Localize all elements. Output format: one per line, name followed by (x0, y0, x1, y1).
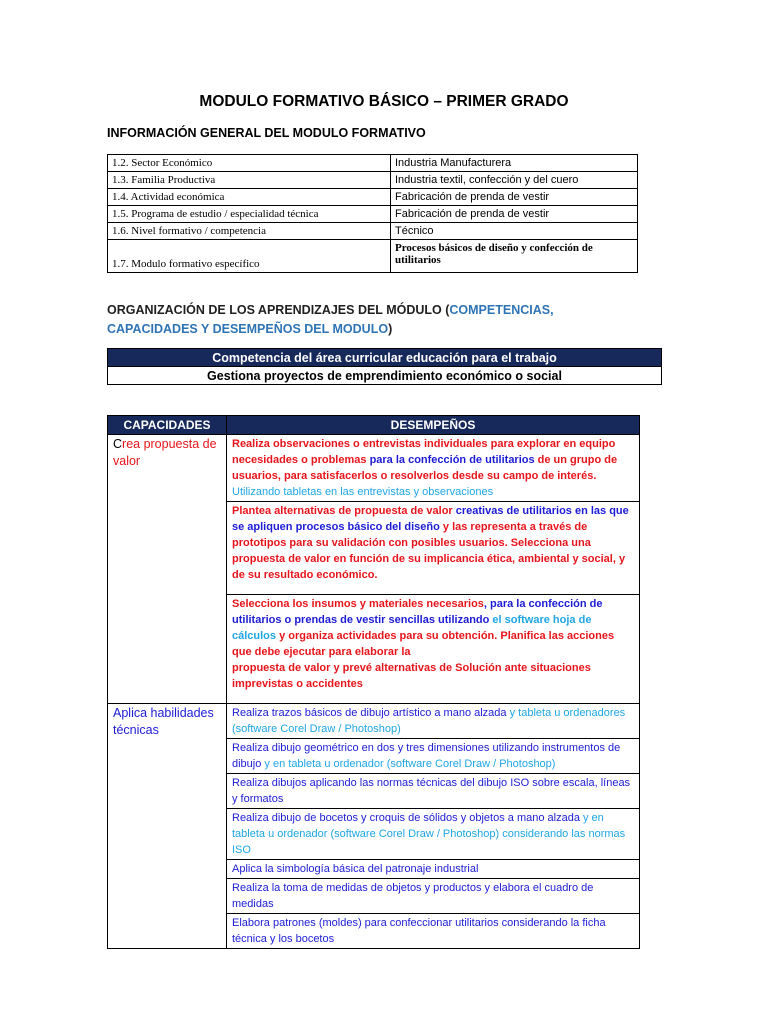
info-row (108, 240, 638, 273)
desempeno-text: Selecciona los insumos y materiales necesarios (232, 598, 484, 610)
capacidades-table (107, 415, 640, 949)
header-desempenos: DESEMPEÑOS (227, 416, 640, 435)
capacidad-cell (108, 704, 227, 949)
info-label: 1.4. Actividad económica (108, 189, 391, 206)
desempeno-text: y en tableta u ordenador (software Corel Draw / Photoshop) (261, 758, 556, 770)
desempeno-cell (227, 595, 640, 704)
cap2-text: Aplica habilidades técnicas (113, 706, 214, 737)
desempeno-text: y en tableta u ordenador (software Corel Draw / Photoshop) considerando las normas ISO (232, 812, 626, 856)
desempeno-text: Utilizando tabletas en las entrevistas y observaciones (232, 486, 494, 498)
info-row (108, 155, 638, 172)
competencia-table (107, 348, 662, 385)
desempeno-cell (227, 809, 640, 860)
desempeno-cell (227, 879, 640, 914)
cap1-text: rea propuesta de valor (113, 437, 217, 468)
table-row (108, 435, 640, 502)
info-value: Técnico (391, 223, 638, 240)
desempeno-text: propuesta de valor y prevé alternativas de Solución ante situaciones imprevistas o accidentes (232, 662, 591, 690)
desempeno-cell (227, 435, 640, 502)
desempeno-text: Realiza dibujo geométrico en dos y tres dimensiones utilizando instrumentos de dibujo (232, 742, 621, 770)
info-label: 1.7. Modulo formativo específico (108, 240, 391, 273)
desempeno-cell (227, 860, 640, 879)
info-label: 1.6. Nivel formativo / competencia (108, 223, 391, 240)
desempeno-cell (227, 914, 640, 949)
desempeno-text: de un grupo de usuarios, para satisfacerlos o resolverlos desde su campo de interés. (232, 454, 618, 482)
desempeno-text: el software hoja de cálculos (232, 614, 592, 642)
desempeno-cell (227, 739, 640, 774)
page-title: MODULO FORMATIVO BÁSICO – PRIMER GRADO (199, 93, 569, 110)
desempeno-text: y tableta u ordenadores (software Corel Draw / Photoshop) (232, 707, 626, 735)
info-value: Procesos básicos de diseño y confección de utilitarios (391, 240, 638, 273)
header-capacidades: CAPACIDADES (108, 416, 227, 435)
info-row (108, 172, 638, 189)
cap1-initial: C (113, 437, 123, 451)
desempeno-text: Realiza observaciones o entrevistas individuales para explorar en equipo necesidades o problemas (232, 438, 616, 466)
desempeno-text: creativas de utilitarios en las que se apliquen procesos básico del diseño (232, 505, 629, 533)
desempeno-text: Realiza la toma de medidas de objetos y productos y elabora el cuadro de medidas (232, 882, 594, 910)
desempeno-text: Realiza dibujo de bocetos y croquis de sólidos y objetos a mano alzada (232, 812, 580, 824)
capacidad-cell (108, 435, 227, 704)
org-heading-prefix: ORGANIZACIÓN DE LOS APRENDIZAJES DEL MÓDULO ( (107, 303, 450, 317)
desempeno-text: Realiza dibujos aplicando las normas técnicas del dibujo ISO sobre escala, líneas y formatos (232, 777, 631, 805)
info-value: Industria textil, confección y del cuero (391, 172, 638, 189)
table-row (108, 704, 640, 739)
desempeno-cell (227, 704, 640, 739)
info-label: 1.3. Familia Productiva (108, 172, 391, 189)
desempeno-text: , para la confección de utilitarios o prendas de vestir sencillas utilizando (232, 598, 603, 626)
desempeno-text: y las representa a través de prototipos para su validación con posibles usuarios. Selecciona una propuesta de valor en función de su implicancia ética, ambiental y social, y de su resultado económico. (232, 521, 626, 581)
info-value: Fabricación de prenda de vestir (391, 189, 638, 206)
org-heading (107, 301, 627, 339)
competencia-header: Competencia del área curricular educación para el trabajo (108, 349, 662, 367)
info-row (108, 223, 638, 240)
org-heading-suffix: ) (388, 322, 393, 336)
info-row (108, 189, 638, 206)
competencia-value: Gestiona proyectos de emprendimiento económico o social (108, 367, 662, 385)
desempeno-text: y organiza actividades para su obtención. Planifica las acciones que debe ejecutar para elaborar la (232, 630, 615, 658)
info-value: Fabricación de prenda de vestir (391, 206, 638, 223)
desempeno-text: Aplica la simbología básica del patronaje industrial (232, 863, 479, 875)
info-row (108, 206, 638, 223)
desempeno-text: Elabora patrones (moldes) para confeccionar utilitarios considerando la ficha técnica y los bocetos (232, 917, 606, 945)
desempeno-text: Plantea alternativas de propuesta de valor (232, 505, 456, 517)
info-table (107, 154, 638, 273)
desempeno-cell (227, 774, 640, 809)
info-value: Industria Manufacturera (391, 155, 638, 172)
org-heading-accent: COMPETENCIAS, CAPACIDADES Y DESEMPEÑOS DEL MODULO (107, 303, 554, 336)
table-header-row (108, 416, 640, 435)
info-label: 1.5. Programa de estudio / especialidad técnica (108, 206, 391, 223)
desempeno-cell (227, 502, 640, 595)
desempeno-text: Realiza trazos básicos de dibujo artístico a mano alzada (232, 707, 507, 719)
info-label: 1.2. Sector Económico (108, 155, 391, 172)
info-heading: INFORMACIÓN GENERAL DEL MODULO FORMATIVO (107, 126, 426, 140)
desempeno-text: para la confección de utilitarios (369, 454, 535, 466)
